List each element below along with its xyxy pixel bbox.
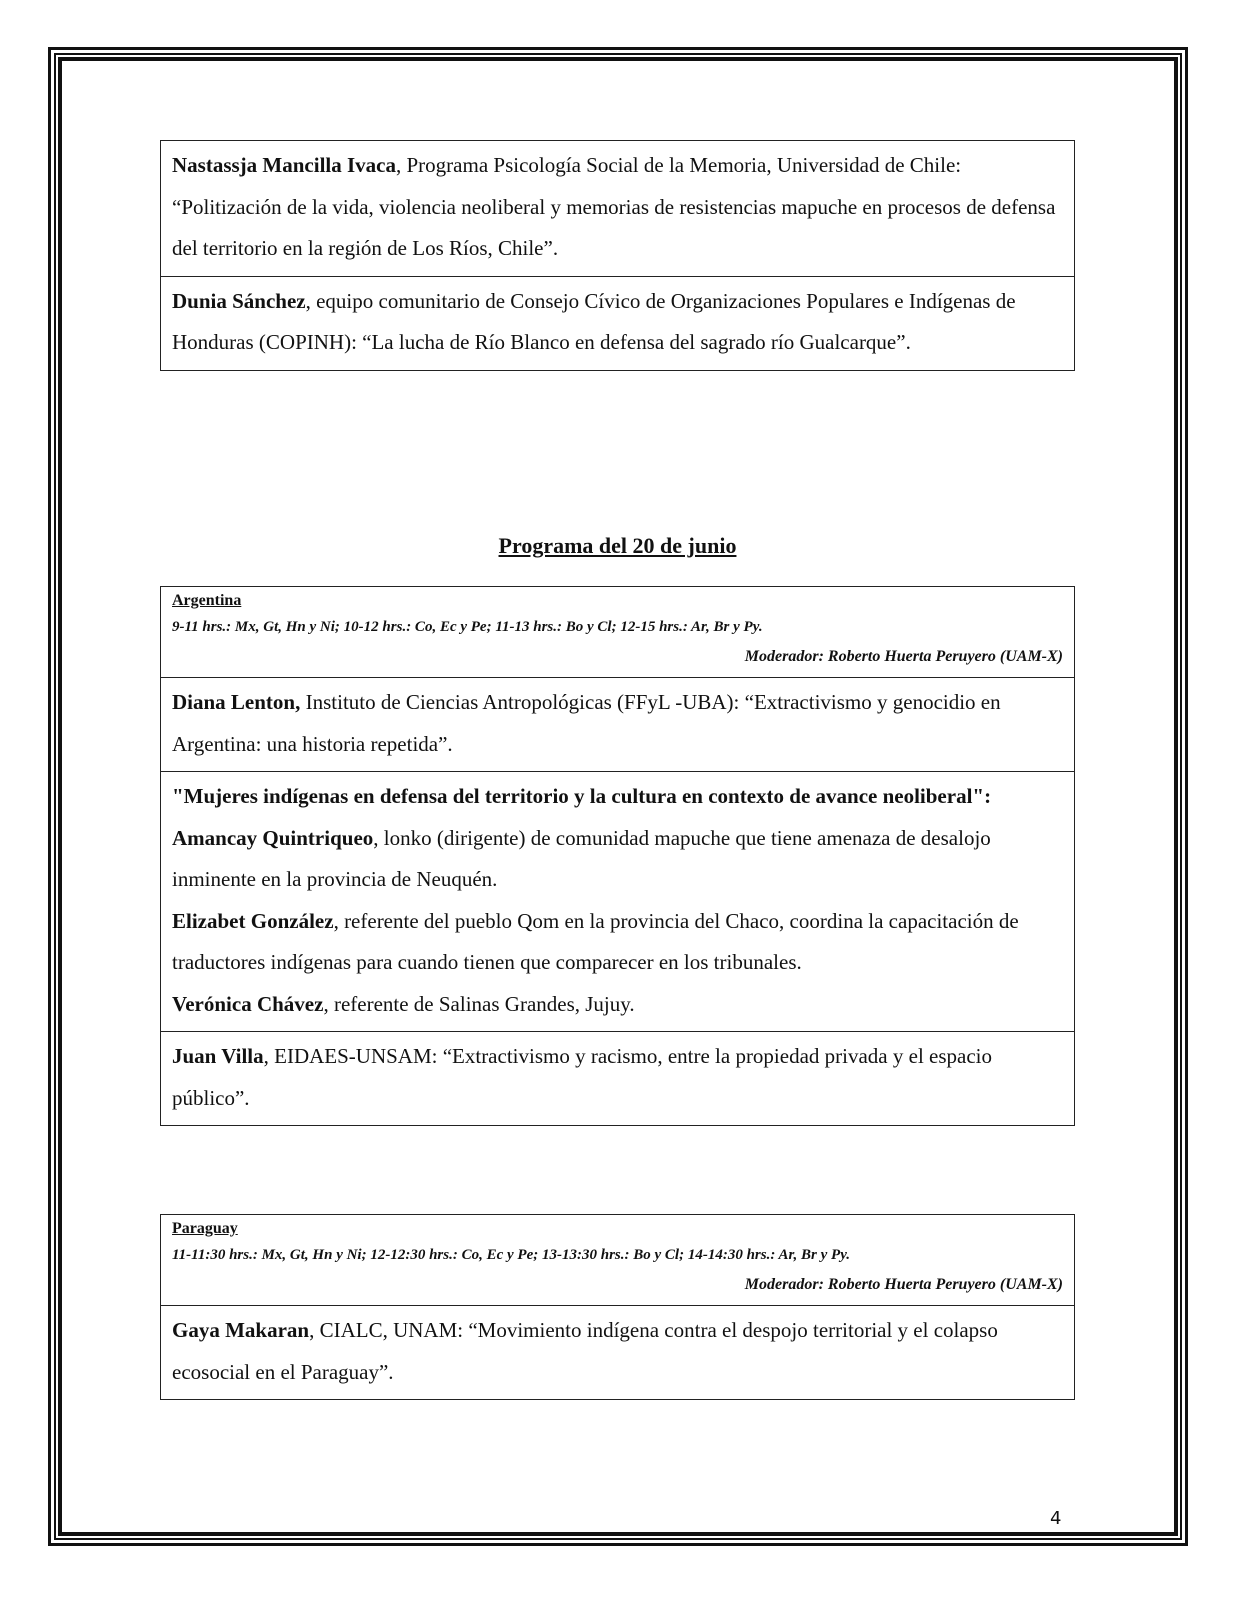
argentina-table xyxy=(160,586,1075,1126)
table-header xyxy=(161,1215,1074,1305)
speaker-description: , Programa Psicología Social de la Memoria, Universidad de Chile: “Politización de la vida, violencia neoliberal y memorias de resistencias mapuche en procesos de defensa del territorio en la región de Los Ríos, Chile”. xyxy=(172,153,1056,260)
country-label: Paraguay xyxy=(172,1220,238,1237)
speaker-description: , referente del pueblo Qom en la provincia del Chaco, coordina la capacitación de traductores indígenas para cuando tienen que comparecer en los tribunales. xyxy=(172,908,1019,974)
table-row xyxy=(161,1305,1074,1399)
moderator: Moderador: Roberto Huerta Peruyero (UAM-X) xyxy=(744,1276,1063,1293)
country-label: Argentina xyxy=(172,592,242,609)
speaker-description: , equipo comunitario de Consejo Cívico de Organizaciones Populares e Indígenas de Honduras (COPINH): “La lucha de Río Blanco en defensa del sagrado río Gualcarque”. xyxy=(172,288,1016,354)
speaker-description: , CIALC, UNAM: “Movimiento indígena contra el despojo territorial y el colapso ecosocial en el Paraguay”. xyxy=(172,1318,998,1384)
table-row xyxy=(161,1031,1074,1125)
speaker-name: Amancay Quintriqueo xyxy=(172,825,374,850)
table-row xyxy=(161,677,1074,771)
speaker-name: Diana Lenton, xyxy=(172,690,301,714)
panel-title: "Mujeres indígenas en defensa del territorio y la cultura en contexto de avance neoliberal": xyxy=(172,784,992,808)
table-row xyxy=(161,276,1074,370)
speaker-description: , EIDAES-UNSAM: “Extractivismo y racismo, entre la propiedad privada y el espacio público”. xyxy=(172,1044,993,1110)
table-header xyxy=(161,587,1074,677)
section-title: Programa del 20 de junio xyxy=(498,533,737,558)
moderator: Moderador: Roberto Huerta Peruyero (UAM-X) xyxy=(744,648,1063,665)
speaker-name: Juan Villa xyxy=(172,1044,264,1068)
schedule-hours: 11-11:30 hrs.: Mx, Gt, Hn y Ni; 12-12:30 hrs.: Co, Ec y Pe; 13-13:30 hrs.: Bo y Cl; 14-14:30 hrs.: Ar, Br y Py. xyxy=(172,1247,851,1263)
table-row xyxy=(161,141,1074,276)
speaker-name: Verónica Chávez xyxy=(172,991,324,1016)
schedule-hours: 9-11 hrs.: Mx, Gt, Hn y Ni; 10-12 hrs.: Co, Ec y Pe; 11-13 hrs.: Bo y Cl; 12-15 hrs.: Ar, Br y Py. xyxy=(172,619,763,635)
speaker-name: Gaya Makaran xyxy=(172,1318,310,1342)
speaker-name: Elizabet González xyxy=(172,908,334,933)
speaker-name: Dunia Sánchez xyxy=(172,288,306,313)
speaker-description: , lonko (dirigente) de comunidad mapuche que tiene amenaza de desalojo inminente en la provincia de Neuquén. xyxy=(172,825,991,891)
speaker-description: , referente de Salinas Grandes, Jujuy. xyxy=(323,991,635,1016)
speaker-name: Nastassja Mancilla Ivaca xyxy=(172,153,396,177)
speaker-description: Instituto de Ciencias Antropológicas (FFyL -UBA): “Extractivismo y genocidio en Argentina: una historia repetida”. xyxy=(172,690,1001,756)
page-number: 4 xyxy=(1050,1508,1062,1529)
paraguay-table xyxy=(160,1214,1075,1400)
table-row xyxy=(161,771,1074,1031)
speakers-table-continued xyxy=(160,140,1075,371)
